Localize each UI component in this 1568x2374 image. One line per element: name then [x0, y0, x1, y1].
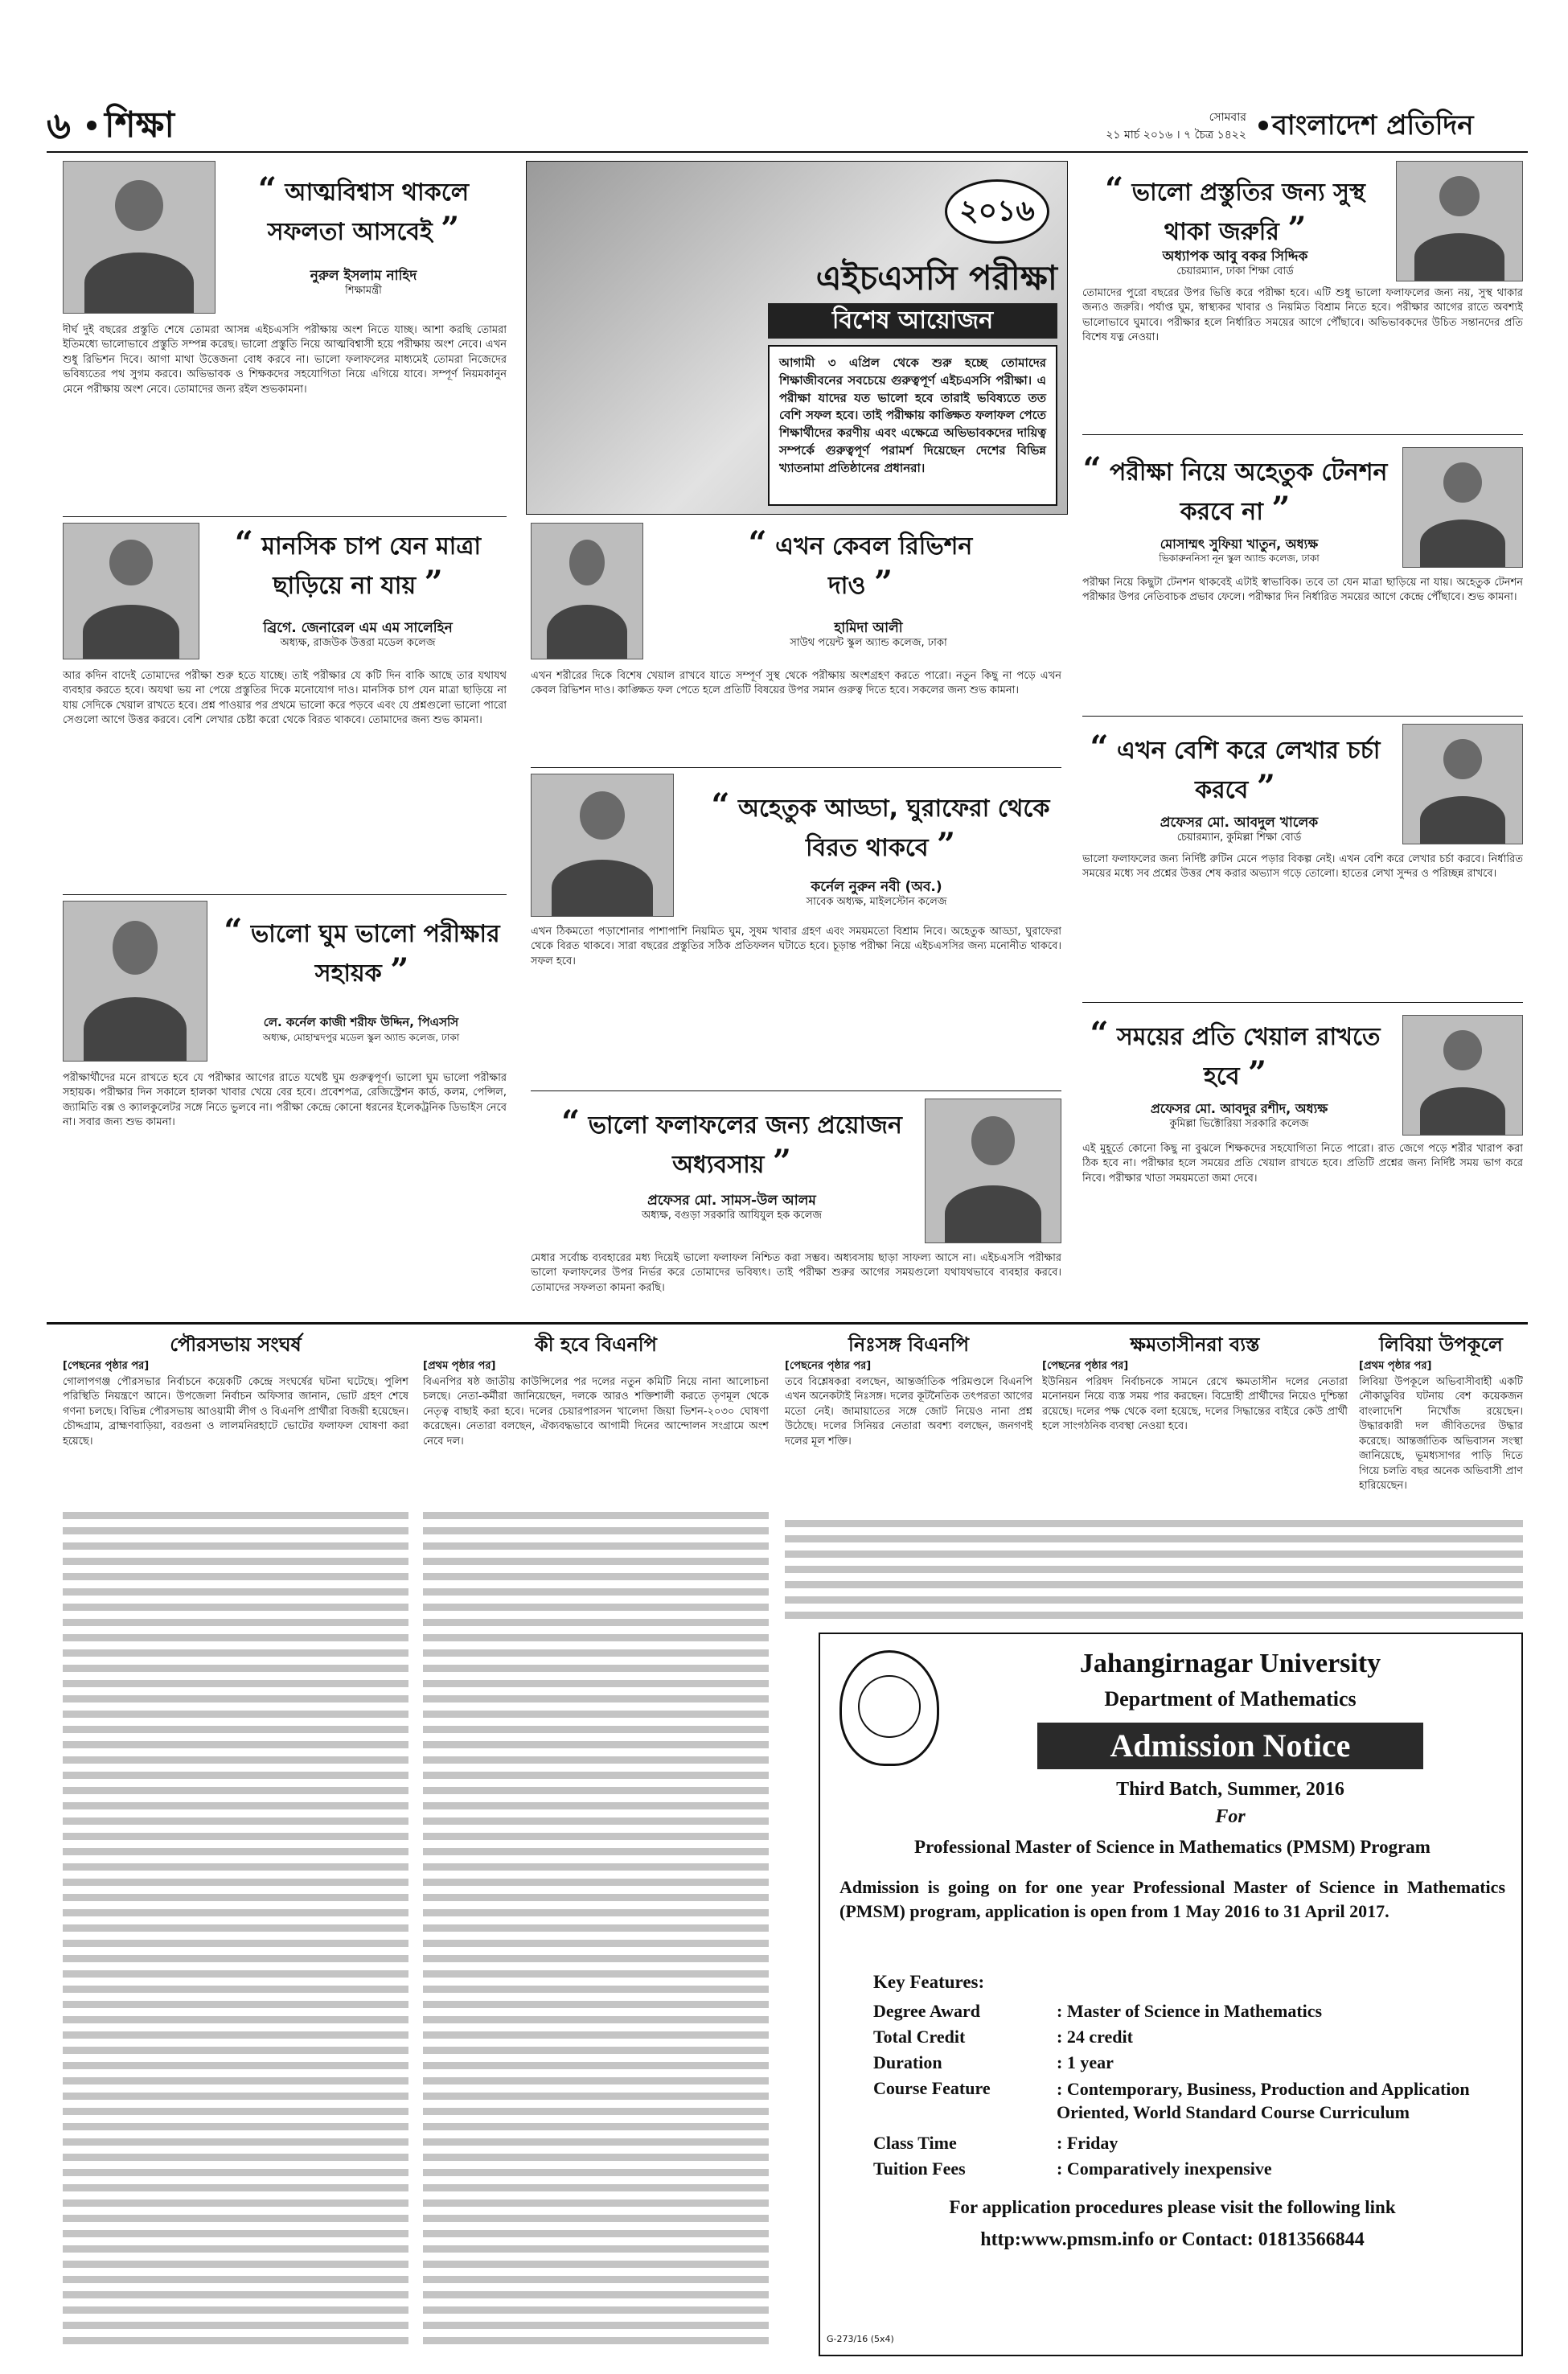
quote-close-icon: ” — [424, 563, 443, 602]
news-headline: পৌরসভায় সংঘর্ষ — [170, 1333, 302, 1356]
quote-close-icon: ” — [937, 825, 956, 864]
article-quote: “ ভালো ঘুম ভালো পরীক্ষার সহায়ক ” — [224, 912, 500, 989]
article-body: পরীক্ষা নিয়ে কিছুটা টেনশন থাকবেই এটাই স্বাভাবিক। তবে তা যেন মাত্রা ছাড়িয়ে না যায়। অহেতুক টেনশন পরীক্ষার উপর নেতিবাচক প্রভাব ফেলে। পরীক্ষার দিন নির্ধারিত সময়ের আগে কেন্দ্রে পৌঁছাবে। শুভ কামনা। — [1082, 577, 1523, 604]
quote-open-icon: “ — [711, 787, 730, 824]
text-fill — [423, 1512, 769, 2348]
article-quote: “ আত্মবিশ্বাস থাকলে সফলতা আসবেই ” — [257, 170, 470, 248]
article-body: এখন ঠিকমতো পড়াশোনার পাশাপাশি নিয়মিত ঘুম, সুষম খাবার গ্রহণ এবং সময়মতো বিশ্রাম নিবে। অহেতুক আড্ডা, ঘুরাফেরা থেকে বিরত থাকবে। সারা বছরের প্রস্তুতির সঠিক প্রতিফলন ঘটাতে হবে। চূড়ান্ত পরীক্ষা নিয়ে এইচএসসির জন্য মনোনীত থাকবে। সফল হবে। — [531, 926, 1061, 967]
section-rule — [47, 1322, 1528, 1325]
article-quote: “ অহেতুক আড্ডা, ঘুরাফেরা থেকে বিরত থাকবে ” — [711, 787, 1050, 864]
feature-label: Tuition Fees — [873, 2158, 966, 2179]
weekday: সোমবার — [1209, 111, 1246, 124]
news-body: তবে বিশ্লেষকরা বলছেন, আন্তর্জাতিক পরিমণ্ডলে বিএনপি এখন অনেকটাই নিঃসঙ্গ। দলের কূটনৈতিক তৎপরতা আগের মতো নেই। জামায়াতের সঙ্গে জোট নিয়েও নানা প্রশ্ন উঠেছে। দলের সিনিয়র নেতারা অবশ্য বলছেন, জনগণই দলের মূল শক্তি। — [785, 1376, 1032, 1448]
news-headline: কী হবে বিএনপি — [535, 1333, 657, 1356]
news-headline: নিঃসঙ্গ বিএনপি — [848, 1333, 970, 1356]
portrait-photo — [63, 161, 215, 314]
feature-label: Duration — [873, 2052, 942, 2072]
feature-label: Course Feature — [873, 2078, 991, 2098]
university-seal — [839, 1650, 939, 1766]
portrait-photo — [1402, 1015, 1523, 1136]
quote-close-icon: ” — [1287, 209, 1307, 248]
quote-open-icon: “ — [1082, 450, 1102, 488]
author-name: হামিদা আলী — [834, 620, 903, 636]
article-quote: “ ভালো ফলাফলের জন্য প্রয়োজন অধ্যবসায় ” — [561, 1103, 902, 1181]
masthead — [47, 105, 1528, 150]
news-lead: [পেছনের পৃষ্ঠার পর] — [785, 1360, 872, 1372]
author-title: অধ্যক্ষ, বগুড়া সরকারি আযিযুল হক কলেজ — [641, 1210, 823, 1222]
feature-value: : Master of Science in Mathematics — [1057, 2001, 1323, 2021]
feature-value: : Friday — [1057, 2133, 1119, 2153]
feature-label: Total Credit — [873, 2027, 966, 2047]
for-label: For — [1215, 1806, 1246, 1827]
article-body: এই মুহূর্তে কোনো কিছু না বুঝলে শিক্ষকদের সহযোগিতা নিতে পারো। রাত জেগে পড়ে শরীর খারাপ করা ঠিক হবে না। পরীক্ষার হলে সময়ের প্রতি খেয়াল রাখতে হবে। প্রতিটি প্রশ্নের জন্য নির্দিষ্ট সময় ভাগ করে নিবে। পরীক্ষার খাতা সময়মতো জমা দেবে। — [1082, 1143, 1523, 1185]
portrait-photo — [531, 774, 674, 917]
quote-open-icon: “ — [234, 524, 253, 562]
institution-name: Jahangirnagar University — [1079, 1649, 1381, 1678]
quote-close-icon: ” — [772, 1142, 791, 1181]
news-headline: ক্ষমতাসীনরা ব্যস্ত — [1130, 1333, 1260, 1356]
news-body: বিএনপির ষষ্ঠ জাতীয় কাউন্সিলের পর দলের নতুন কমিটি নিয়ে নানা আলোচনা চলছে। নেতা-কর্মীরা জানিয়েছেন, দলকে আরও শক্তিশালী করতে তৃণমূল থেকে নেতৃত্ব বাছাই করা হবে। দলের চেয়ারপারসন খালেদা জিয়া ভিশন-২০৩০ ঘোষণা করেছেন। নেতারা বলছেন, ঐক্যবদ্ধভাবে আগামী দিনের আন্দোলন সংগ্রামে অংশ নেবে দল। — [423, 1376, 769, 1448]
feature-value: : Contemporary, Business, Production and Application Oriented, World Standard Course Curriculum — [1057, 2079, 1470, 2122]
quote-close-icon: ” — [1271, 489, 1291, 528]
feature-intro: আগামী ৩ এপ্রিল থেকে শুরু হচ্ছে তোমাদের শিক্ষাজীবনের সবচেয়ে গুরুত্বপূর্ণ এইচএসসি পরীক্ষা। এ পরীক্ষা যাদের যত ভালো হবে তারাই ভবিষ্যতে তত বেশি সফল হবে। তাই পরীক্ষায় কাঙ্ক্ষিত ফলাফল পেতে শিক্ষার্থীদের করণীয় এবং এক্ষেত্রে অভিভাবকদের দায়িত্ব সম্পর্কে গুরুত্বপূর্ণ পরামর্শ দিয়েছেন দেশের বিভিন্ন খ্যাতনামা প্রতিষ্ঠানের প্রধানরা। — [768, 345, 1057, 506]
bullet-icon — [1258, 121, 1268, 130]
news-lead: [প্রথম পৃষ্ঠার পর] — [1359, 1360, 1432, 1372]
feature-label: Degree Award — [873, 2001, 980, 2021]
author-title: অধ্যক্ষ, রাজউক উত্তরা মডেল কলেজ — [280, 637, 436, 649]
quote-open-icon: “ — [561, 1103, 581, 1141]
article-quote: “ এখন বেশি করে লেখার চর্চা করবে ” — [1090, 729, 1381, 806]
author-title: কুমিল্লা ভিক্টোরিয়া সরকারি কলেজ — [1169, 1118, 1309, 1130]
feature-value: : 24 credit — [1057, 2027, 1133, 2047]
page-number: ৬ — [47, 104, 71, 147]
quote-open-icon: “ — [1105, 170, 1124, 208]
news-body: গোলাপগঞ্জ পৌরসভার নির্বাচনে কয়েকটি কেন্দ্রে সংঘর্ষের ঘটনা ঘটেছে। পুলিশ পরিস্থিতি নিয়ন্ত্রণে আনে। উপজেলা নির্বাচন অফিসার জানান, ভোট গ্রহণ শেষে গণনা চলছে। বিভিন্ন পৌরসভায় আওয়ামী লীগ ও বিএনপি প্রার্থীরা বিজয়ী হয়েছেন। চৌদ্দগ্রাম, ব্রাহ্মণবাড়িয়া, বরগুনা ও লালমনিরহাটে ভোটের ফলাফল ঘোষণা করা হয়েছে। — [63, 1376, 408, 1448]
portrait-photo — [925, 1099, 1061, 1243]
department-name: Department of Mathematics — [1104, 1687, 1357, 1711]
author-name: মোসাম্মৎ সুফিয়া খাতুন, অধ্যক্ষ — [1160, 536, 1319, 552]
author-title: সাবেক অধ্যক্ষ, মাইলস্টোন কলেজ — [806, 896, 947, 908]
ad-code: G-273/16 (5x4) — [827, 2334, 894, 2344]
divider — [63, 894, 507, 895]
batch-info: Third Batch, Summer, 2016 — [1116, 1779, 1344, 1800]
feature-title: এইচএসসি পরীক্ষা — [815, 258, 1057, 298]
text-fill — [785, 1520, 1523, 1624]
year-badge: ২০১৬ — [945, 179, 1049, 244]
section-title: শিক্ষা — [105, 105, 175, 146]
article-quote: “ পরীক্ষা নিয়ে অহেতুক টেনশন করবে না ” — [1082, 450, 1388, 528]
quote-open-icon: “ — [748, 524, 767, 562]
contact-info[interactable]: http:www.pmsm.info or Contact: 01813566844 — [980, 2229, 1365, 2250]
admission-intro: Admission is going on for one year Professional Master of Science in Mathematics (PMSM) program, application is open from 1 May 2016 to 31 April 2017. — [839, 1877, 1505, 1921]
news-lead: [পেছনের পৃষ্ঠার পর] — [63, 1360, 150, 1372]
paper-name: বাংলাদেশ প্রতিদিন — [1272, 109, 1474, 142]
author-name: নুরুল ইসলাম নাহিদ — [310, 268, 417, 284]
text-fill — [63, 1512, 408, 2348]
article-body: এখন শরীরের দিকে বিশেষ খেয়াল রাখবে যাতে সম্পূর্ণ সুস্থ থেকে পরীক্ষায় অংশগ্রহণ করতে পারো। নতুন কিছু না পড়ে এখন কেবল রিভিশন দাও। কাঙ্ক্ষিত ফল পেতে হলে প্রতিটি বিষয়ের উপর সমান গুরুত্ব দিতে হবে। সকলের জন্য শুভ কামনা। — [531, 670, 1061, 697]
quote-close-icon: ” — [1247, 1054, 1266, 1092]
notice-title: Admission Notice — [1037, 1723, 1423, 1769]
news-body: ইউনিয়ন পরিষদ নির্বাচনকে সামনে রেখে ক্ষমতাসীন দলের নেতারা মনোনয়ন নিয়ে ব্যস্ত সময় পার করছেন। বিদ্রোহী প্রার্থীদের নিয়েও দুশ্চিন্তা রয়েছে। দলের পক্ষ থেকে বলা হয়েছে, দলের সিদ্ধান্তের বাইরে কেউ প্রার্থী হলে সাংগঠনিক ব্যবস্থা নেওয়া হবে। — [1042, 1376, 1348, 1433]
quote-close-icon: ” — [1256, 767, 1275, 806]
portrait-photo — [63, 901, 207, 1062]
portrait-photo — [1402, 724, 1523, 844]
news-headline: লিবিয়া উপকূলে — [1379, 1333, 1503, 1356]
application-info: For application procedures please visit the following link — [949, 2197, 1396, 2217]
author-title: ভিকারুননিসা নূন স্কুল অ্যান্ড কলেজ, ঢাকা — [1159, 552, 1320, 564]
article-body: পরীক্ষার্থীদের মনে রাখতে হবে যে পরীক্ষার আগের রাতে যথেষ্ট ঘুম গুরুত্বপূর্ণ। ভালো ঘুম ভালো পরীক্ষার সহায়ক। পরীক্ষার দিন সকালে হালকা খাবার খেয়ে বের হবে। প্রবেশপত্র, রেজিস্ট্রেশন কার্ড, কলম, পেন্সিল, জ্যামিতি বক্স ও ক্যালকুলেটর সঙ্গে নিতে ভুলবে না। পরীক্ষা কেন্দ্রে কোনো ধরনের ইলেকট্রনিক ডিভাইস নেবে না। সবার জন্য শুভ কামনা। — [63, 1072, 507, 1129]
divider — [531, 1090, 1061, 1091]
quote-open-icon: “ — [1090, 729, 1109, 766]
author-title: চেয়ারম্যান, ঢাকা শিক্ষা বোর্ড — [1176, 265, 1294, 277]
author-name: ব্রিগে. জেনারেল এম এম সালেহিন — [263, 620, 453, 636]
author-title: অধ্যক্ষ, মোহাম্মদপুর মডেল স্কুল অ্যান্ড কলেজ, ঢাকা — [262, 1032, 460, 1043]
article-quote: “ মানসিক চাপ যেন মাত্রা ছাড়িয়ে না যায় ” — [234, 524, 482, 602]
portrait-photo — [1396, 161, 1523, 281]
program-name: Professional Master of Science in Mathematics (PMSM) Program — [914, 1837, 1430, 1857]
news-lead: [পেছনের পৃষ্ঠার পর] — [1042, 1360, 1129, 1372]
quote-close-icon: ” — [441, 209, 460, 248]
quote-close-icon: ” — [390, 951, 409, 989]
feature-panel — [526, 161, 1068, 515]
news-body: লিবিয়া উপকূলে অভিবাসীবাহী একটি নৌকাডুবির ঘটনায় বেশ কয়েকজন বাংলাদেশি নিখোঁজ রয়েছেন। উদ্ধারকারী দল জীবিতদের উদ্ধার করেছে। আন্তর্জাতিক অভিবাসন সংস্থা জানিয়েছে, ভূমধ্যসাগর পাড়ি দিতে গিয়ে চলতি বছর অনেক অভিবাসী প্রাণ হারিয়েছেন। — [1359, 1376, 1523, 1493]
author-name: প্রফেসর মো. আবদুল খালেক — [1160, 815, 1319, 831]
admission-ad — [819, 1633, 1523, 2356]
article-body: ভালো ফলাফলের জন্য নির্দিষ্ট রুটিন মেনে পড়ার বিকল্প নেই। এখন বেশি করে লেখার চর্চা করবে। নির্ধারিত সময়ের মধ্যে সব প্রশ্নের উত্তর শেষ করার অভ্যাস গড়ে তোলো। হাতের লেখা সুন্দর ও পরিচ্ছন্ন রাখবে। — [1082, 853, 1523, 881]
feature-label: Class Time — [873, 2133, 957, 2153]
divider — [531, 767, 1061, 768]
author-name: প্রফেসর মো. সামস-উল আলম — [647, 1193, 816, 1209]
feature-value: : Comparatively inexpensive — [1057, 2158, 1272, 2179]
author-name: অধ্যাপক আবু বকর সিদ্দিক — [1162, 248, 1308, 265]
author-title: চেয়ারম্যান, কুমিল্লা শিক্ষা বোর্ড — [1176, 832, 1302, 844]
divider — [1082, 1002, 1523, 1003]
article-body: মেধার সর্বোচ্চ ব্যবহারের মধ্য দিয়েই ভালো ফলাফল নিশ্চিত করা সম্ভব। অধ্যবসায় ছাড়া সাফল্য আসে না। এইচএসসি পরীক্ষার ভালো ফলাফলের উপর নির্ভর করে তোমাদের ভবিষ্যৎ। তাই পরীক্ষা শুরুর আগের সময়গুলো যথাযথভাবে ব্যবহার করবে। তোমাদের সফলতা কামনা করছি। — [531, 1252, 1061, 1294]
bullet-icon — [87, 121, 96, 130]
divider — [1082, 716, 1523, 717]
divider — [63, 516, 507, 517]
quote-open-icon: “ — [1090, 1015, 1109, 1053]
portrait-photo — [531, 523, 643, 659]
feature-subtitle: বিশেষ আয়োজন — [768, 303, 1057, 339]
quote-open-icon: “ — [224, 912, 243, 950]
author-name: লে. কর্নেল কাজী শরীফ উদ্দিন, পিএসসি — [263, 1015, 459, 1029]
masthead-rule — [47, 151, 1528, 153]
divider — [1082, 434, 1523, 435]
quote-open-icon: “ — [257, 170, 277, 208]
article-body: আর কদিন বাদেই তোমাদের পরীক্ষা শুরু হতে যাচ্ছে। তাই পরীক্ষার যে কটি দিন বাকি আছে তার যথাযথ ব্যবহার করতে হবে। অযথা ভয় না পেয়ে প্রস্তুতির দিকে মনোযোগ দাও। মানসিক চাপ যেন মাত্রা ছাড়িয়ে না যায় সেদিকে খেয়াল রাখতে হবে। প্রশ্ন পাওয়ার পর প্রথমে ভালো করে পড়বে এবং যে প্রশ্নগুলো ভালো পারো সেগুলো আগে উত্তর করবে। বেশি লেখার চেষ্টা করো থেকে বিরত থাকবে। তোমাদের জন্য শুভ কামনা। — [63, 670, 507, 727]
issue-date: ২১ মার্চ ২০১৬ । ৭ চৈত্র ১৪২২ — [1106, 129, 1246, 142]
article-quote: “ এখন কেবল রিভিশন দাও ” — [748, 524, 973, 602]
portrait-photo — [63, 523, 199, 659]
article-body: তোমাদের পুরো বছরের উপর ভিত্তি করে পরীক্ষা হবে। এটি শুধু ভালো ফলাফলের জন্য নয়, সুস্থ থাকার জন্যও জরুরি। পর্যাপ্ত ঘুম, স্বাস্থ্যকর খাবার ও নিয়মিত বিশ্রাম নিতে হবে। পরীক্ষার আগের রাতে অবশ্যই ভালোভাবে ঘুমাবে। পরীক্ষার হলে নির্ধারিত সময়ের আগে পৌঁছাবে। অভিভাবকদের উচিত সন্তানদের প্রতি বিশেষ যত্ন নেওয়া। — [1082, 287, 1523, 344]
feature-value: : 1 year — [1057, 2052, 1114, 2072]
article-quote: “ সময়ের প্রতি খেয়াল রাখতে হবে ” — [1090, 1015, 1381, 1092]
author-name: কর্নেল নুরুন নবী (অব.) — [811, 879, 942, 895]
quote-close-icon: ” — [873, 563, 893, 602]
author-name: প্রফেসর মো. আবদুর রশীদ, অধ্যক্ষ — [1150, 1101, 1328, 1116]
portrait-photo — [1402, 447, 1523, 568]
article-quote: “ ভালো প্রস্তুতির জন্য সুস্থ থাকা জরুরি ” — [1105, 170, 1365, 248]
news-lead: [প্রথম পৃষ্ঠার পর] — [423, 1360, 496, 1372]
author-title: সাউথ পয়েন্ট স্কুল অ্যান্ড কলেজ, ঢাকা — [790, 637, 947, 649]
article-body: দীর্ঘ দুই বছরের প্রস্তুতি শেষে তোমরা আসন্ন এইচএসসি পরীক্ষায় অংশ নিতে যাচ্ছ। আশা করছি তোমরা ইতিমধ্যে ভালোভাবে প্রস্তুতি সম্পন্ন করেছ। ভালো প্রস্তুতি নিয়ে আত্মবিশ্বাসী হয়ে পরীক্ষায় অংশ নেবে। এখন শুধু রিভিশন দিবে। আগা মাথা উত্তেজনা বোধ করবে না। ভালো ফলাফলের মাধ্যমেই তোমরা নিজেদের ভবিষ্যতের পথ সুগম করবে। অভিভাবক ও শিক্ষকদের সহযোগিতা নিয়ে এগিয়ে যাবে। সম্পূর্ণ নিয়মকানুন মেনে পরীক্ষায় অংশ নেবে। তোমাদের জন্য রইল শুভকামনা। — [63, 324, 507, 396]
features-heading: Key Features: — [873, 1972, 985, 1992]
author-title: শিক্ষামন্ত্রী — [345, 285, 382, 297]
